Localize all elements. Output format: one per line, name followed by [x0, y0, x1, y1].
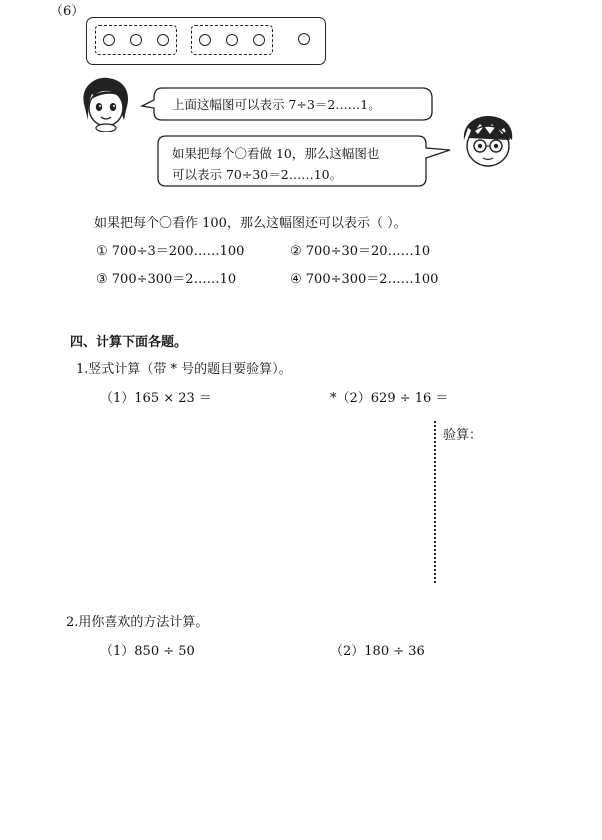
- sub1-title: 1.竖式计算（带 * 号的题目要验算）。: [76, 362, 292, 377]
- section-title: 四、计算下面各题。: [70, 335, 188, 350]
- circle-diagram: [86, 17, 326, 65]
- circle-group-1: [95, 25, 177, 55]
- circle-icon: [130, 34, 142, 46]
- option-3: ③ 700÷300＝2……10: [96, 272, 237, 287]
- girl-avatar-icon: [76, 74, 134, 132]
- circle-group-2: [191, 25, 273, 55]
- question-text: 如果把每个〇看作 100，那么这幅图还可以表示（ ）。: [94, 216, 407, 231]
- circle-icon: [226, 34, 238, 46]
- check-divider: [434, 421, 436, 583]
- sub2-item-1: （1）850 ÷ 50: [100, 644, 195, 659]
- circle-icon: [253, 34, 265, 46]
- question-number: （6）: [50, 4, 85, 19]
- sub1-item-2: *（2）629 ÷ 16 ＝: [330, 391, 449, 406]
- circle-icon: [199, 34, 211, 46]
- sub2-title: 2.用你喜欢的方法计算。: [66, 615, 209, 630]
- check-label: 验算：: [443, 428, 483, 443]
- option-1: ① 700÷3＝200……100: [96, 244, 245, 259]
- boy-speech-text-line2: 可以表示 70÷30＝2……10。: [172, 167, 343, 182]
- sub2-item-2: （2）180 ÷ 36: [330, 644, 425, 659]
- circle-icon: [103, 34, 115, 46]
- option-2: ② 700÷30＝20……10: [290, 244, 431, 259]
- sub1-item-1: （1）165 × 23 ＝: [100, 391, 212, 406]
- girl-speech-text: 上面这幅图可以表示 7÷3＝2……1。: [172, 97, 381, 112]
- boy-speech-text-line1: 如果把每个〇看做 10，那么这幅图也: [172, 146, 380, 161]
- boy-avatar-icon: [456, 114, 520, 172]
- circle-icon: [157, 34, 169, 46]
- option-4: ④ 700÷300＝2……100: [290, 272, 439, 287]
- remainder-circle-icon: [298, 33, 310, 45]
